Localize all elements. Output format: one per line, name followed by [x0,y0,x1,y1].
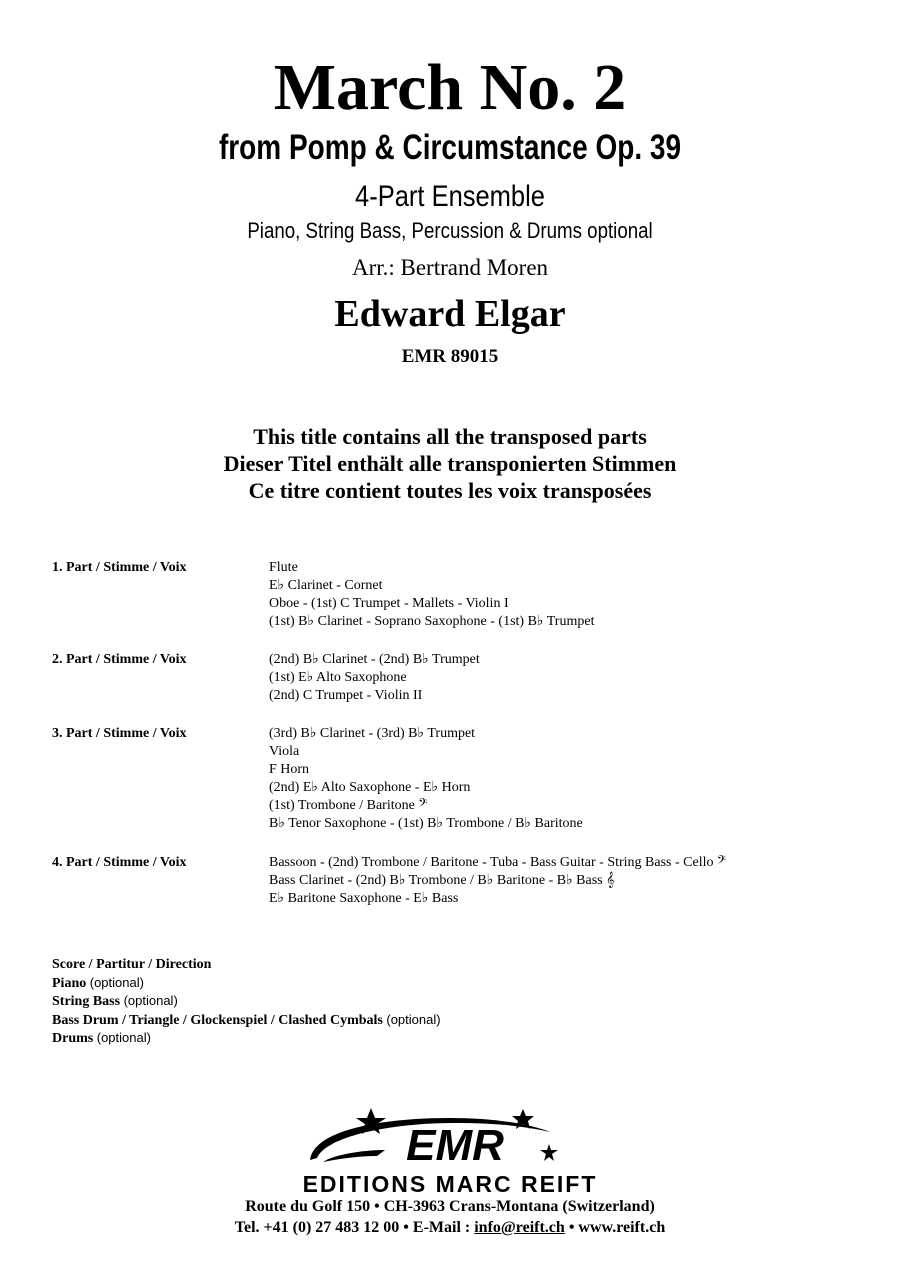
additional-part-item [52,1011,441,1030]
additional-part-item [52,992,441,1011]
instrument-item: (1st) B♭ Clarinet - Soprano Saxophone - (1st) B♭ Trumpet [269,614,595,629]
instrument-item: (2nd) C Trumpet - Violin II [269,688,423,703]
optional-note: (optional) [89,974,144,990]
publisher-address: Route du Golf 150 • CH-3963 Crans-Montana (Switzerland) [245,1198,655,1215]
part-1-instrument-list [269,559,594,631]
notice-english: This title contains all the transposed parts [253,424,647,449]
additional-part-item [52,956,441,974]
instrument-item: (1st) E♭ Alto Saxophone [269,670,407,685]
additional-part-item [52,1029,441,1048]
subtitle: from Pomp & Circumstance Op. 39 [218,128,682,167]
part-name: Drums [52,1031,94,1046]
instrument-item: (2nd) B♭ Clarinet - (2nd) B♭ Trumpet [269,652,480,667]
notice-german: Dieser Titel enthält alle transponierten Stimmen [223,451,677,476]
ensemble-type: 4-Part Ensemble [355,180,545,213]
phone-text: Tel. +41 (0) 27 483 12 00 • E-Mail : [234,1219,475,1236]
instrument-item: Flute [269,560,298,575]
part-name: Piano [52,975,87,991]
part-name: Bass Drum / Triangle / Glockenspiel / Clashed Cymbals [52,1012,383,1028]
website-text: • www.reift.ch [564,1219,666,1236]
instrument-item: Viola [269,744,300,759]
page-title: March No. 2 [273,51,627,124]
part-4-instrument-list [269,854,726,908]
catalog-number: EMR 89015 [401,346,499,367]
publisher-name: EDITIONS MARC REIFT [302,1171,598,1197]
part-3-instrument-list [269,725,583,833]
publisher-contact [0,1218,900,1238]
notice-french: Ce titre contient toutes les voix transposées [248,478,652,503]
part-1-label: 1. Part / Stimme / Voix [52,560,187,575]
instrument-item: E♭ Baritone Saxophone - E♭ Bass [269,891,459,906]
instrument-item: E♭ Clarinet - Cornet [269,578,383,593]
optional-note: (optional) [386,1011,441,1027]
instrument-item: (3rd) B♭ Clarinet - (3rd) B♭ Trumpet [269,726,476,741]
part-2-label: 2. Part / Stimme / Voix [52,652,187,667]
optional-note: (optional) [123,993,178,1008]
instrument-item: B♭ Tenor Saxophone - (1st) B♭ Trombone / B♭ Baritone [269,816,583,831]
part-4-label: 4. Part / Stimme / Voix [52,855,187,870]
email-link[interactable]: info@reift.ch [474,1219,565,1236]
arranger: Arr.: Bertrand Moren [351,255,549,280]
instrument-item: (1st) Trombone / Baritone 𝄢 [269,798,428,813]
instrument-item: Oboe - (1st) C Trumpet - Mallets - Violin I [269,596,509,611]
part-3-label: 3. Part / Stimme / Voix [52,726,187,741]
instrument-item: Bass Clarinet - (2nd) B♭ Trombone / B♭ Baritone - B♭ Bass 𝄞 [269,873,615,888]
emr-logo [305,1108,595,1170]
instrument-item: F Horn [269,762,310,777]
additional-part-item [52,974,441,993]
additional-parts-list [52,956,441,1048]
instrument-item: Bassoon - (2nd) Trombone / Baritone - Tuba - Bass Guitar - String Bass - Cello 𝄢 [269,855,726,870]
instrument-item: (2nd) E♭ Alto Saxophone - E♭ Horn [269,780,471,795]
part-2-instrument-list [269,651,480,705]
part-name: Score / Partitur / Direction [52,957,212,972]
logo-text: EMR [406,1121,504,1170]
optional-note: (optional) [96,1030,151,1045]
composer: Edward Elgar [334,293,566,335]
instrumentation-note: Piano, String Bass, Percussion & Drums optional [247,218,653,243]
part-name: String Bass [52,994,121,1009]
